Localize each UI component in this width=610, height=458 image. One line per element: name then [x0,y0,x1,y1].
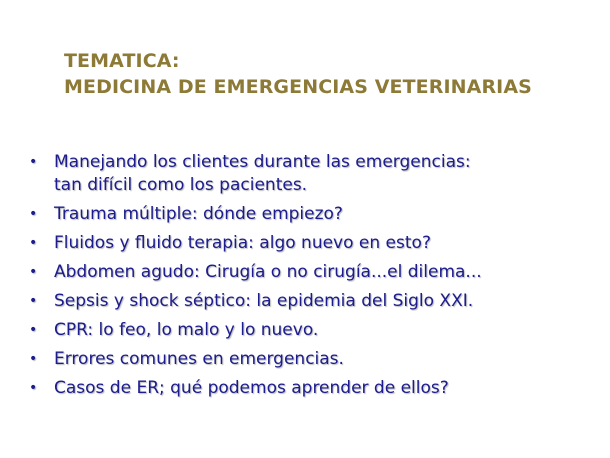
bullet-icon: • [29,322,38,338]
bullet-text-line: Fluidos y fluido terapia: algo nuevo en esto? [54,233,431,253]
bullet-icon: • [29,264,38,280]
bullet-text-line: Sepsis y shock séptico: la epidemia del Siglo XXI. [54,291,474,311]
bullet-item-cases [26,377,596,400]
slide-title [64,48,594,100]
bullet-text-line: Casos de ER; qué podemos aprender de ellos? [54,378,449,398]
bullet-text-line: CPR: lo feo, lo malo y lo nuevo. [54,320,319,340]
title-line-1: TEMATICA: [64,50,180,72]
bullet-icon: • [29,351,38,367]
bullet-item-sepsis [26,290,596,313]
bullet-item-cpr [26,319,596,342]
bullet-item-fluids [26,232,596,255]
bullet-item-errors [26,348,596,371]
bullet-item-trauma [26,203,596,226]
bullet-text-line: Errores comunes en emergencias. [54,349,344,369]
bullet-item-clients [26,151,596,197]
bullet-icon: • [29,206,38,222]
bullet-icon: • [29,380,38,396]
bullet-text-line: Trauma múltiple: dónde empiezo? [54,204,343,224]
bullet-text-line: Abdomen agudo: Cirugía o no cirugía...el dilema... [54,262,482,282]
bullet-text-line: tan difícil como los pacientes. [54,175,308,195]
bullet-icon: • [29,235,38,251]
title-line-2: MEDICINA DE EMERGENCIAS VETERINARIAS [64,76,532,98]
bullet-list [26,151,596,406]
bullet-item-abdomen [26,261,596,284]
bullet-icon: • [29,293,38,309]
bullet-icon: • [29,154,38,170]
bullet-text-line: Manejando los clientes durante las emergencias: [54,152,471,172]
